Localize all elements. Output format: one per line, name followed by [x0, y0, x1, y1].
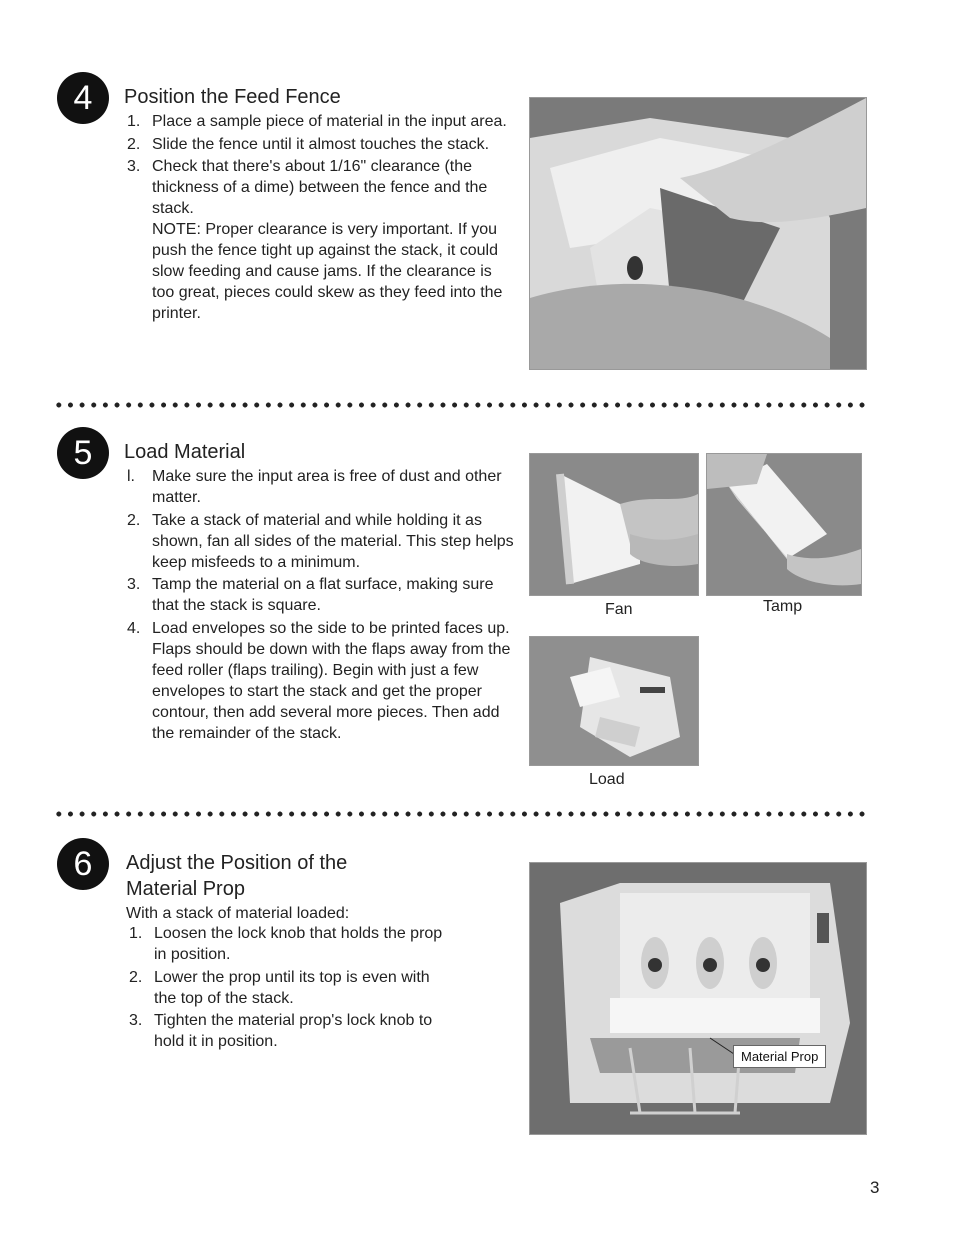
material-prop-callout: Material Prop [733, 1045, 826, 1068]
fan-caption: Fan [605, 601, 633, 618]
list-item: l. Make sure the input area is free of dust and other matter. [127, 468, 502, 506]
step-5-badge: 5 [57, 427, 109, 479]
list-item: 2. Take a stack of material and while holding it as shown, fan all sides of the material. This step helps keep misfeeds to a minimum. [127, 511, 514, 571]
load-material-steps [124, 466, 519, 745]
page-number: 3 [870, 1178, 880, 1197]
list-item: 3. Check that there's about 1/16" clearance (the thickness of a dime) between the fence and the stack. NOTE: Proper clearance is very important. If you push the fence tight up against the stack, it could slow feeding and cause jams. If the clearance is too great, pieces could skew as they feed into the printer. [124, 156, 514, 324]
tamp-caption: Tamp [763, 598, 803, 615]
material-prop-photo [529, 862, 867, 1135]
list-item: 4. Load envelopes so the side to be printed faces up. Flaps should be down with the flaps away from the feed roller (flaps trailing). Begin with just a few envelopes to start the stack and get the proper contour, then add several more pieces. Then add the remainder of the stack. [127, 619, 511, 742]
list-item: 1. Loosen the lock knob that holds the prop in position. [129, 925, 443, 963]
step-6-badge: 6 [57, 838, 109, 890]
load-caption: Load [589, 771, 625, 788]
section-title-feed-fence: Position the Feed Fence [124, 86, 341, 108]
section-divider [53, 811, 868, 817]
clearance-note: NOTE: Proper clearance is very important. If you push the fence tight up against the stack, it could slow feeding and cause jams. If the clearance is too great, pieces could skew as they feed into the printer. [152, 221, 503, 322]
list-item: 3. Tighten the material prop's lock knob to hold it in position. [129, 1012, 433, 1050]
list-item: 2. Lower the prop until its top is even with the top of the stack. [129, 968, 430, 1007]
section-title-load-material: Load Material [124, 441, 246, 463]
fan-photo [529, 453, 699, 596]
material-prop-steps [126, 923, 456, 1054]
section-divider [53, 402, 868, 408]
tamp-photo [706, 453, 862, 596]
list-item: 1. Place a sample piece of material in the input area. [127, 113, 507, 130]
feed-fence-photo [529, 97, 867, 370]
feed-fence-steps [124, 111, 514, 326]
prop-intro: With a stack of material loaded: [126, 905, 350, 922]
section-title-material-prop: Adjust the Position of the Material Prop [126, 852, 348, 900]
list-item: 2. Slide the fence until it almost touches the stack. [127, 135, 490, 153]
list-item: 3. Tamp the material on a flat surface, making sure that the stack is square. [127, 576, 494, 614]
step-4-badge: 4 [57, 72, 109, 124]
load-photo [529, 636, 699, 766]
